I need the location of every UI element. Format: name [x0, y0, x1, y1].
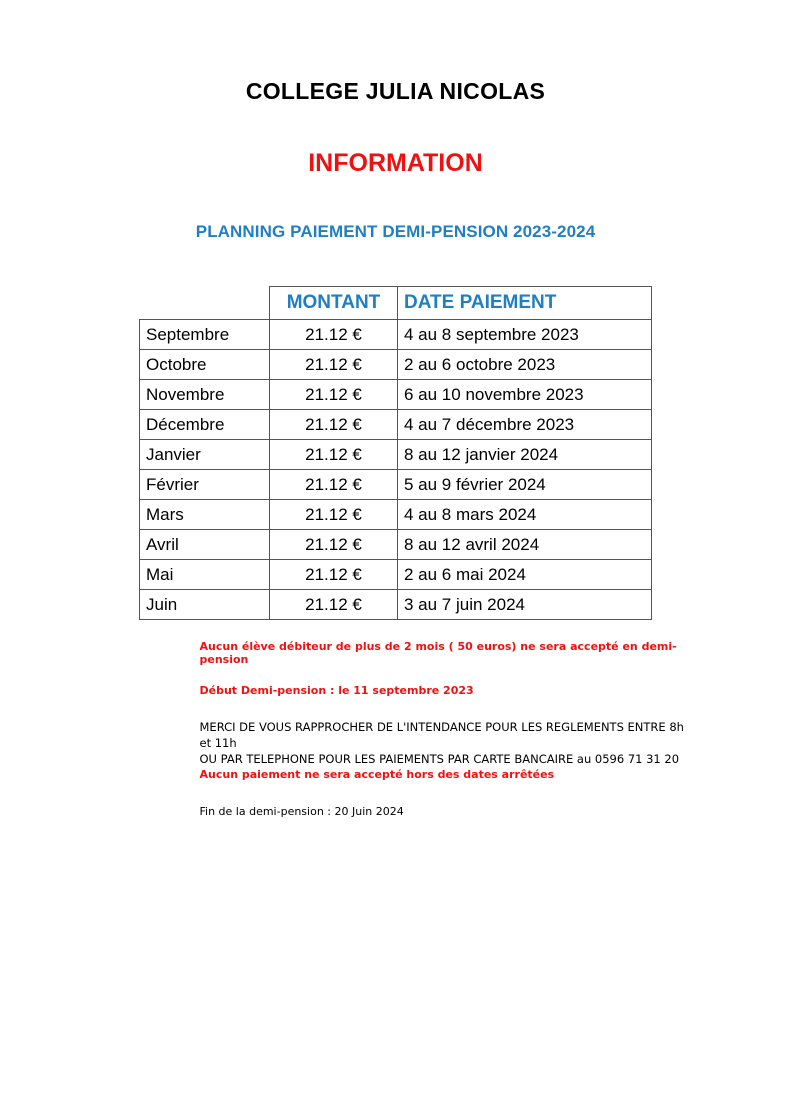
cell-date: 6 au 10 novembre 2023 [398, 380, 652, 410]
cell-amount: 21.12 € [270, 440, 398, 470]
cell-amount: 21.12 € [270, 560, 398, 590]
cell-date: 2 au 6 mai 2024 [398, 560, 652, 590]
note-start-date: Début Demi-pension : le 11 septembre 2023 [199, 684, 474, 697]
table-header-row [140, 287, 652, 320]
cell-amount: 21.12 € [270, 590, 398, 620]
cell-amount: 21.12 € [270, 530, 398, 560]
table-row [140, 410, 652, 440]
table-row [140, 590, 652, 620]
page-title: COLLEGE JULIA NICOLAS [245, 78, 546, 104]
cell-date: 2 au 6 octobre 2023 [398, 350, 652, 380]
cell-month: Mars [140, 500, 270, 530]
table-row [140, 470, 652, 500]
cell-date: 8 au 12 avril 2024 [398, 530, 652, 560]
cell-month: Janvier [140, 440, 270, 470]
notes-section [96, 640, 696, 818]
cell-amount: 21.12 € [270, 350, 398, 380]
note-instructions-line-1: MERCI DE VOUS RAPPROCHER DE L'INTENDANCE POUR LES REGLEMENTS ENTRE 8h et 11h [199, 720, 684, 750]
cell-month: Septembre [140, 320, 270, 350]
note-instructions [200, 719, 696, 783]
column-header-date: DATE PAIEMENT [398, 287, 652, 320]
cell-month: Février [140, 470, 270, 500]
cell-month: Avril [140, 530, 270, 560]
cell-date: 4 au 7 décembre 2023 [398, 410, 652, 440]
cell-date: 4 au 8 septembre 2023 [398, 320, 652, 350]
table-row [140, 500, 652, 530]
cell-amount: 21.12 € [270, 470, 398, 500]
cell-month: Novembre [140, 380, 270, 410]
cell-amount: 21.12 € [270, 380, 398, 410]
cell-amount: 21.12 € [270, 410, 398, 440]
cell-date: 3 au 7 juin 2024 [398, 590, 652, 620]
cell-date: 8 au 12 janvier 2024 [398, 440, 652, 470]
note-instructions-line-3: Aucun paiement ne sera accepté hors des dates arrêtées [199, 768, 555, 781]
payment-schedule-table [139, 286, 652, 620]
column-header-month [140, 287, 270, 320]
table-row [140, 530, 652, 560]
cell-date: 5 au 9 février 2024 [398, 470, 652, 500]
cell-month: Juin [140, 590, 270, 620]
cell-date: 4 au 8 mars 2024 [398, 500, 652, 530]
table-row [140, 380, 652, 410]
note-end-date: Fin de la demi-pension : 20 Juin 2024 [199, 805, 404, 818]
table-row [140, 560, 652, 590]
table-row [140, 440, 652, 470]
information-heading: INFORMATION [308, 149, 483, 177]
column-header-amount: MONTANT [270, 287, 398, 320]
cell-month: Décembre [140, 410, 270, 440]
cell-month: Mai [140, 560, 270, 590]
cell-month: Octobre [140, 350, 270, 380]
planning-subtitle: PLANNING PAIEMENT DEMI-PENSION 2023-2024 [195, 222, 596, 241]
cell-amount: 21.12 € [270, 500, 398, 530]
note-instructions-line-2: OU PAR TELEPHONE POUR LES PAIEMENTS PAR CARTE BANCAIRE au 0596 71 31 20 [199, 752, 680, 766]
table-row [140, 350, 652, 380]
table-row [140, 320, 652, 350]
note-debtor-warning: Aucun élève débiteur de plus de 2 mois ( 50 euros) ne sera accepté en demi-pension [199, 640, 677, 666]
document-page [0, 78, 791, 1102]
cell-amount: 21.12 € [270, 320, 398, 350]
